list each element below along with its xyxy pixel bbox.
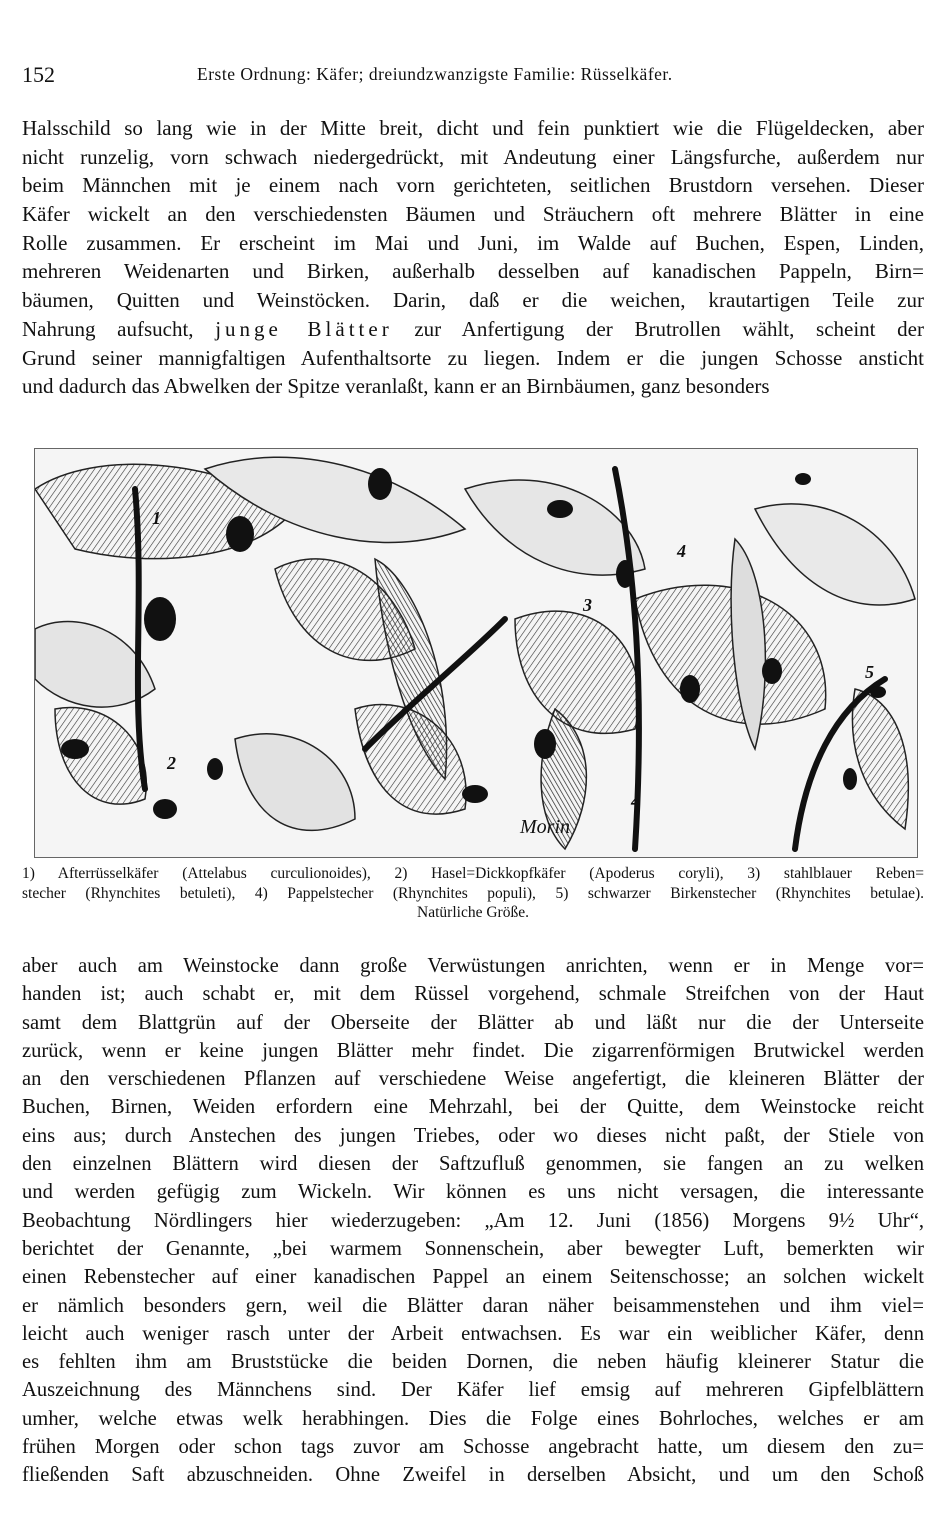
text-line: Käfer wickelt an den verschiedensten Bäumen und Sträuchern oft mehrere Blätter in eine [22, 202, 924, 227]
text-line: mehreren Weidenarten und Birken, außerhalb desselben auf kanadischen Pappeln, Birn= [22, 259, 924, 284]
page-header [22, 62, 922, 90]
text-line: und werden gefügig zum Wickeln. Wir können es uns nicht versagen, die interessante [22, 1181, 924, 1204]
text-line: Rolle zusammen. Er erscheint im Mai und Juni, im Walde auf Buchen, Espen, Linden, [22, 230, 924, 255]
text-line: fließenden Saft abzuschneiden. Ohne Zweifel in derselben Absicht, und um den Schoß [22, 1464, 924, 1487]
text-line: eins aus; durch Anstechen des jungen Triebes, oder wo dieses nicht paßt, der Stiele von [22, 1124, 924, 1147]
spaced-emphasis: junge Blätter [215, 316, 393, 341]
text-line: umher, welche etwas welk herabhingen. Dies die Folge eines Bohrloches, welches er am [22, 1407, 924, 1430]
figure-label-4b: 4 [631, 791, 640, 811]
text-line: und dadurch das Abwelken der Spitze veranlaßt, kann er an Birnbäumen, ganz besonders [22, 374, 770, 399]
figure-label-1: 1 [152, 508, 161, 528]
beetle-illustration [34, 448, 918, 858]
text-line: frühen Morgen oder schon tags zuvor am Schosse angebracht hatte, um diesem den zu= [22, 1436, 924, 1459]
text-line: einen Rebenstecher auf einer kanadischen Pappel an einem Seitenschosse; an solchen wickelt [22, 1266, 924, 1289]
figure-label-4a: 4 [677, 541, 686, 561]
text-line: samt dem Blattgrün auf der Oberseite der Blätter ab und läßt nur die der Unterseite [22, 1011, 924, 1034]
text-line-emphasis [22, 315, 924, 344]
text-line: bäumen, Quitten und Weinstöcken. Darin, daß er die weichen, krautartigen Teile zur [22, 288, 924, 313]
text-line: zurück, wenn er keine jungen Blätter mehr findet. Die zigarrenförmigen Brutwickel werden [22, 1039, 924, 1062]
text-line: Grund seiner mannigfaltigen Aufenthaltsorte zu liegen. Indem er die jungen Schosse ansticht [22, 345, 924, 370]
text-line: nicht runzelig, vorn schwach niedergedrückt, mit Andeutung einer Längsfurche, außerdem nur [22, 144, 924, 169]
text-line: Halsschild so lang wie in der Mitte breit, dicht und fein punktiert wie die Flügeldecken, aber [22, 116, 924, 140]
text-line: Auszeichnung des Männchens sind. Der Käfer lief emsig auf mehreren Gipfelblättern [22, 1379, 924, 1402]
caption-line: 1) Afterrüsselkäfer (Attelabus curculionoides), 2) Hasel=Dickkopfkäfer (Apoderus coryli), 3) stahlblauer Reben= [22, 865, 924, 882]
text-line: leicht auch weniger rasch unter der Arbeit entwachsen. Es war ein weiblicher Käfer, denn [22, 1322, 924, 1345]
text-line: beim Männchen mit je einem nach vorn gerichteten, seitlichen Brustdorn versehen. Dieser [22, 173, 924, 198]
line-suffix: zur Anfertigung der Brutrollen wählt, scheint der [414, 316, 924, 341]
caption-line: stecher (Rhynchites betuleti), 4) Pappelstecher (Rhynchites populi), 5) schwarzer Birkenstecher (Rhynchites betulae). [22, 884, 924, 902]
text-line: an den verschiedenen Pflanzen auf verschiedene Weise angefertigt, die kleineren Blätter der [22, 1068, 924, 1091]
paragraph-bottom [22, 952, 924, 1490]
text-line: berichtet der Genannte, „bei warmem Sonnenschein, aber bewegter Luft, bemerkten wir [22, 1237, 924, 1260]
page-number: 152 [22, 62, 55, 87]
text-line: den einzelnen Blättern wird diesen der Saftzufluß genommen, sie fangen an zu welken [22, 1153, 924, 1176]
figure-label-2: 2 [167, 753, 176, 773]
text-line: Beobachtung Nördlingers hier wiederzugeben: „Am 12. Juni (1856) Morgens 9½ Uhr“, [22, 1209, 924, 1232]
running-head: Erste Ordnung: Käfer; dreiundzwanzigste Familie: Rüsselkäfer. [197, 64, 673, 84]
text-line: er nämlich besonders gern, weil die Blätter daran näher beisammenstehen und ihm viel= [22, 1294, 924, 1317]
paragraph-top [22, 114, 924, 401]
figure-label-3: 3 [583, 595, 592, 615]
line-prefix: Nahrung aufsucht, [22, 316, 194, 341]
text-line: Buchen, Birnen, Weiden erfordern eine Mehrzahl, bei der Quitte, dem Weinstocke reicht [22, 1096, 924, 1119]
text-line: es fehlten ihm am Bruststücke die beiden Dornen, die neben häufig kleinerer Statur die [22, 1351, 924, 1374]
engraver-signature: Morin [520, 816, 570, 838]
text-line: handen ist; auch schabt er, mit dem Rüssel vorgehend, schmale Streifchen von der Haut [22, 983, 924, 1006]
text-line: aber auch am Weinstocke dann große Verwüstungen anrichten, wenn er in Menge vor= [22, 955, 924, 977]
caption-note: Natürliche Größe. [417, 904, 529, 921]
figure-caption [22, 864, 924, 923]
figure-label-5: 5 [865, 662, 874, 682]
